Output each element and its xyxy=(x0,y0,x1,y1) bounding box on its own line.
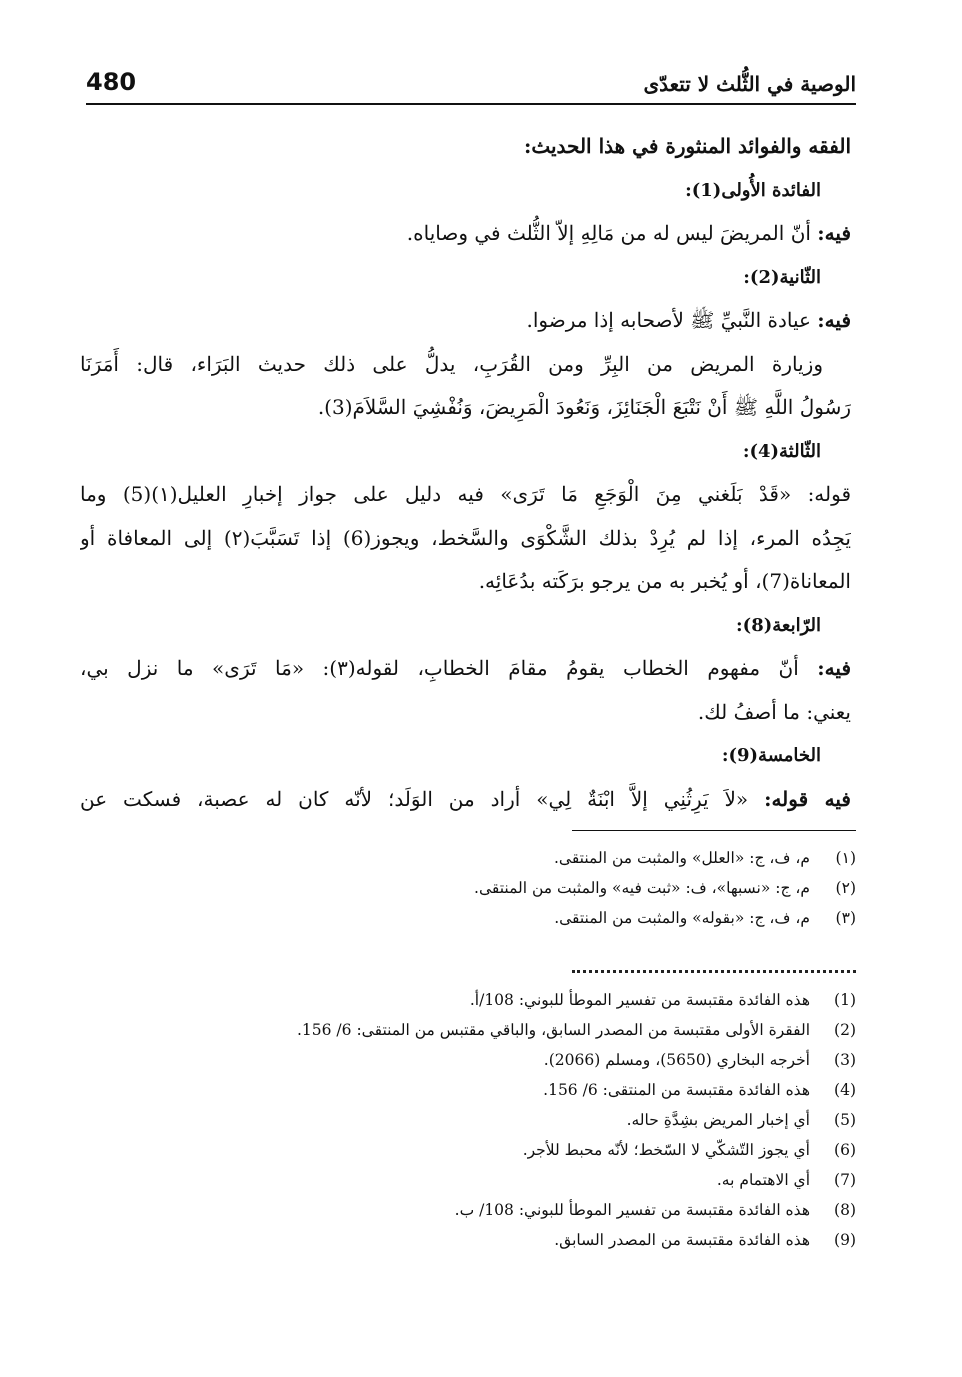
footnote-number: (2) xyxy=(834,1021,856,1039)
footnote-text: هذه الفائدة مقتبسة من المصدر السابق. xyxy=(554,1231,810,1249)
benefit-3-line-3: المعاناة(7)، أو يُخبر به من يرجو برَكَته بدُعَائِه. xyxy=(478,569,851,593)
benefit-5-body: «لاَ يَرِثُنِي إلاَّ ابْنَةٌ لِي» أراد من الوَلَد؛ لأنّه كان له عصبة، فسكت عن xyxy=(80,786,749,811)
footnote-text: أي الاهتمام به. xyxy=(716,1171,810,1189)
benefit-2-body: عيادة النَّبيِّ ﷺ لأصحابه إذا مرضوا. xyxy=(526,308,811,332)
benefit-4-heading: الرّابعة(8): xyxy=(736,614,821,636)
footnote-number: (٢) xyxy=(835,879,856,897)
benefit-5-lead: فيه قوله: xyxy=(764,786,851,811)
benefit-4-body: أنّ مفهوم الخطاب يقومُ مقامَ الخطابِ، لقوله(٣): «مَا تَرَى» ما نزل بي، xyxy=(80,656,799,680)
footnote-text: أي إخبار المريض بشِدَّةِ حاله. xyxy=(626,1111,810,1129)
benefit-1-lead: فيه: xyxy=(817,221,851,245)
footnote-number: (3) xyxy=(834,1051,856,1069)
benefit-5-heading: الخامسة(9): xyxy=(721,745,821,766)
footnote-item xyxy=(156,1165,856,1195)
footnote-number: (١) xyxy=(835,849,856,867)
benefit-2-lead: فيه: xyxy=(817,308,851,332)
apparatus-footnotes xyxy=(156,843,856,933)
footnote-number: (4) xyxy=(834,1081,856,1099)
benefit-3-heading: الثّالثة(4): xyxy=(742,440,821,462)
benefit-3-line-2: يَجِدُه المرء، إذا لم يُرِدْ بذلك الشَّكْوَى والسَّخط، ويجوز(6) إذا تَسَبَّبَ(٢) إلى المعافاة أو xyxy=(80,525,851,550)
footnote-item xyxy=(156,1045,856,1075)
footnote-number: (7) xyxy=(834,1171,856,1189)
footnote-item xyxy=(156,1075,856,1105)
benefit-4-line-1 xyxy=(80,647,851,691)
source-footnotes xyxy=(156,985,856,1255)
footnote-text: هذه الفائدة مقتبسة من المنتقى: 6/ 156. xyxy=(543,1081,810,1099)
benefit-3-line-1: قوله: «قَدْ بَلَغني مِنَ الْوَجَعِ مَا تَرَى» فيه دليل على جواز إخبارِ العليل(١)(5) وما xyxy=(80,482,851,506)
footnote-item xyxy=(156,1015,856,1045)
header-rule xyxy=(86,103,856,105)
footnote-text: الفقرة الأولى مقتبسة من المصدر السابق، والباقي مقتبس من المنتقى: 6/ 156. xyxy=(296,1021,810,1039)
footnote-text: أي يجوز التّشكّي لا السّخط؛ لأنّه محبط للأجر. xyxy=(522,1141,810,1159)
footnote-number: (٣) xyxy=(835,909,856,927)
footnote-text: م، ج: «نسبها»، ف: «ثبت فيه» والمثبت من المنتقى. xyxy=(474,879,810,897)
benefit-2-paragraph-line-2: رَسُولُ اللَّهِ ﷺ أَنْ نَتْبَعَ الْجَنَائِزَ، وَنَعُودَ الْمَرِيضَ، وَنُفْشِيَ السَّلاَمَ(3). xyxy=(317,395,851,419)
benefit-2-heading: الثّانية(2): xyxy=(743,266,821,288)
footnote-number: (5) xyxy=(834,1111,856,1129)
page-header xyxy=(86,66,856,106)
footnote-item xyxy=(156,903,856,933)
footnote-text: م، ف، ج: «بقوله» والمثبت من المنتقى. xyxy=(554,909,810,927)
section-heading: الفقه والفوائد المنثورة في هذا الحديث: xyxy=(523,134,851,158)
footnote-separator xyxy=(572,830,856,831)
benefit-2-paragraph-line-1: وزيارة المريض من البِرِّ ومن القُرَبِ، يدلُّ على ذلك حديث البَرَاء، قال: أَمَرَنَا xyxy=(80,351,823,376)
footnote-text: هذه الفائدة مقتبسة من تفسير الموطأ للبوني: 108/ ب. xyxy=(454,1201,810,1219)
footnote-number: (9) xyxy=(834,1231,856,1249)
benefit-5-line-1 xyxy=(80,778,851,822)
running-title: الوصية في الثُّلث لا تتعدّى xyxy=(643,72,856,96)
footnote-item xyxy=(156,873,856,903)
footnote-item xyxy=(156,1105,856,1135)
benefit-1-body: أنّ المريضَ ليس له من مَالِهِ إلاّ الثُّلث في وصاياه. xyxy=(406,221,811,245)
footnote-number: (6) xyxy=(834,1141,856,1159)
footnote-dotted-separator xyxy=(572,970,856,973)
main-text xyxy=(80,125,851,821)
footnote-number: (1) xyxy=(834,991,856,1009)
benefit-2-text xyxy=(80,299,851,343)
benefit-4-lead: فيه: xyxy=(817,656,851,680)
footnote-text: أخرجه البخاري (5650)، ومسلم (2066). xyxy=(543,1051,810,1069)
footnote-number: (8) xyxy=(834,1201,856,1219)
footnote-item xyxy=(156,1195,856,1225)
footnote-text: م، ف، ج: «العلل» والمثبت من المنتقى. xyxy=(554,849,810,867)
benefit-4-line-2: يعني: ما أصفُ لك. xyxy=(697,699,851,724)
benefit-1-heading: الفائدة الأُولى(1): xyxy=(685,179,821,201)
footnote-text: هذه الفائدة مقتبسة من تفسير الموطأ للبوني: 108/أ. xyxy=(469,991,810,1009)
footnote-item xyxy=(156,1135,856,1165)
footnote-item xyxy=(156,985,856,1015)
page-number: 480 xyxy=(86,68,137,96)
benefit-1-text xyxy=(80,212,851,256)
footnote-item xyxy=(156,843,856,873)
footnote-item xyxy=(156,1225,856,1255)
